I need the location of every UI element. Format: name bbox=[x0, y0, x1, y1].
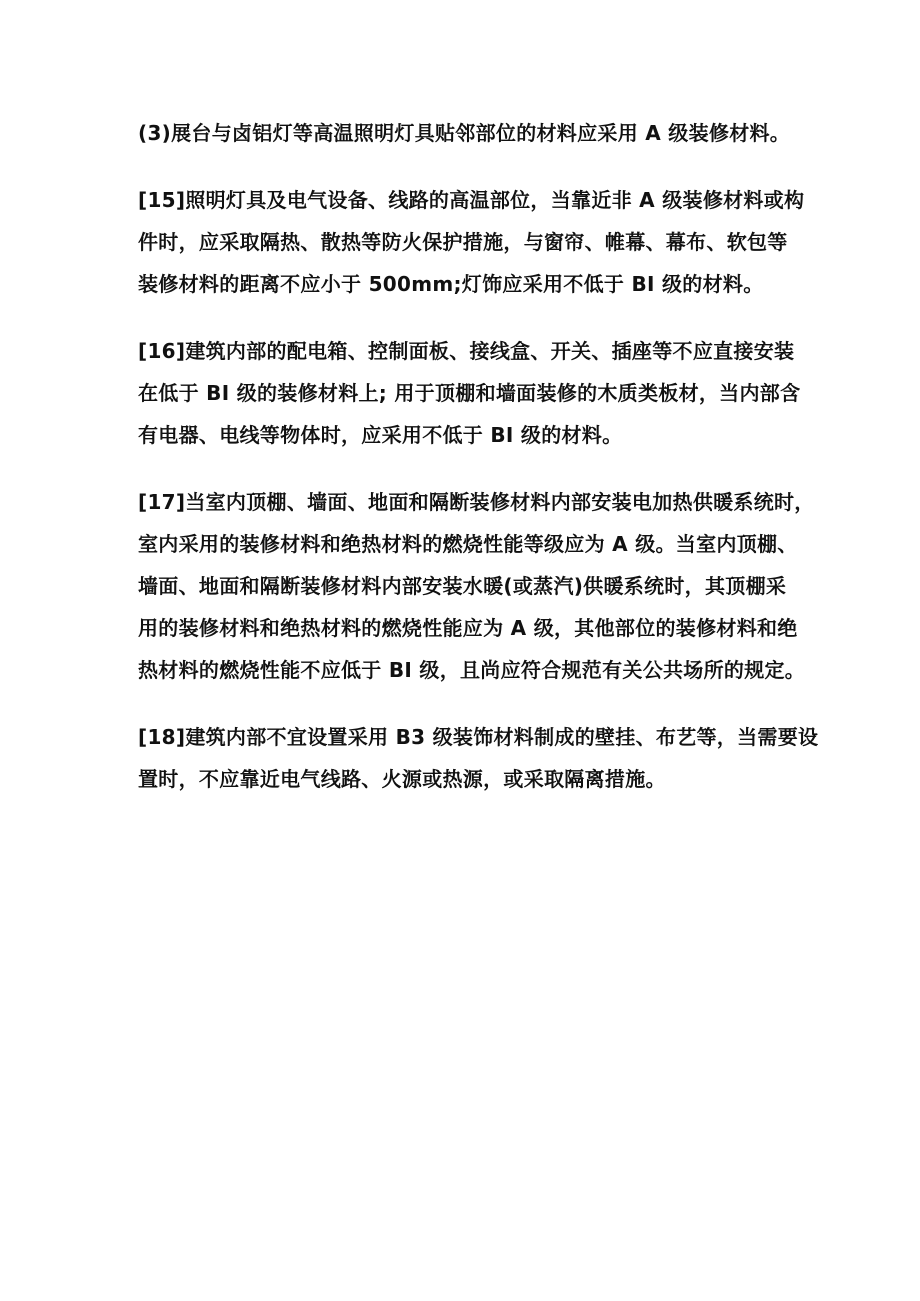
paragraph-3 bbox=[138, 112, 798, 154]
text-line: [16]建筑内部的配电箱、控制面板、接线盒、开关、插座等不应直接安装 bbox=[138, 339, 795, 363]
text-line: 室内采用的装修材料和绝热材料的燃烧性能等级应为 A 级。当室内顶棚、 bbox=[138, 532, 798, 556]
document-body bbox=[138, 112, 819, 825]
text-line: [18]建筑内部不宜设置采用 B3 级装饰材料制成的壁挂、布艺等，当需要设 bbox=[138, 725, 819, 749]
text-line: 在低于 BI 级的装修材料上; 用于顶棚和墙面装修的木质类板材，当内部含 bbox=[138, 381, 801, 405]
text-line: 墙面、地面和隔断装修材料内部安装水暖(或蒸汽)供暖系统时，其顶棚采 bbox=[138, 574, 787, 598]
paragraph-18 bbox=[138, 716, 819, 800]
paragraph-16 bbox=[138, 330, 801, 456]
text-line: 有电器、电线等物体时，应采用不低于 BI 级的材料。 bbox=[138, 423, 623, 447]
text-line: 装修材料的距离不应小于 500mm;灯饰应采用不低于 BI 级的材料。 bbox=[138, 272, 764, 296]
text-line: 用的装修材料和绝热材料的燃烧性能应为 A 级，其他部位的装修材料和绝 bbox=[138, 616, 798, 640]
text-line: [17]当室内顶棚、墙面、地面和隔断装修材料内部安装电加热供暖系统时， bbox=[138, 490, 815, 514]
text-line: 件时，应采取隔热、散热等防火保护措施，与窗帘、帷幕、幕布、软包等 bbox=[138, 230, 788, 254]
paragraph-15 bbox=[138, 179, 805, 305]
text-line: 热材料的燃烧性能不应低于 BI 级，且尚应符合规范有关公共场所的规定。 bbox=[138, 658, 806, 682]
text-line: 置时，不应靠近电气线路、火源或热源，或采取隔离措施。 bbox=[138, 767, 666, 791]
text-line: [15]照明灯具及电气设备、线路的高温部位，当靠近非 A 级装修材料或构 bbox=[138, 188, 805, 212]
text-line: (3)展台与卤铝灯等高温照明灯具贴邻部位的材料应采用 A 级装修材料。 bbox=[138, 121, 791, 145]
paragraph-17 bbox=[138, 481, 815, 691]
